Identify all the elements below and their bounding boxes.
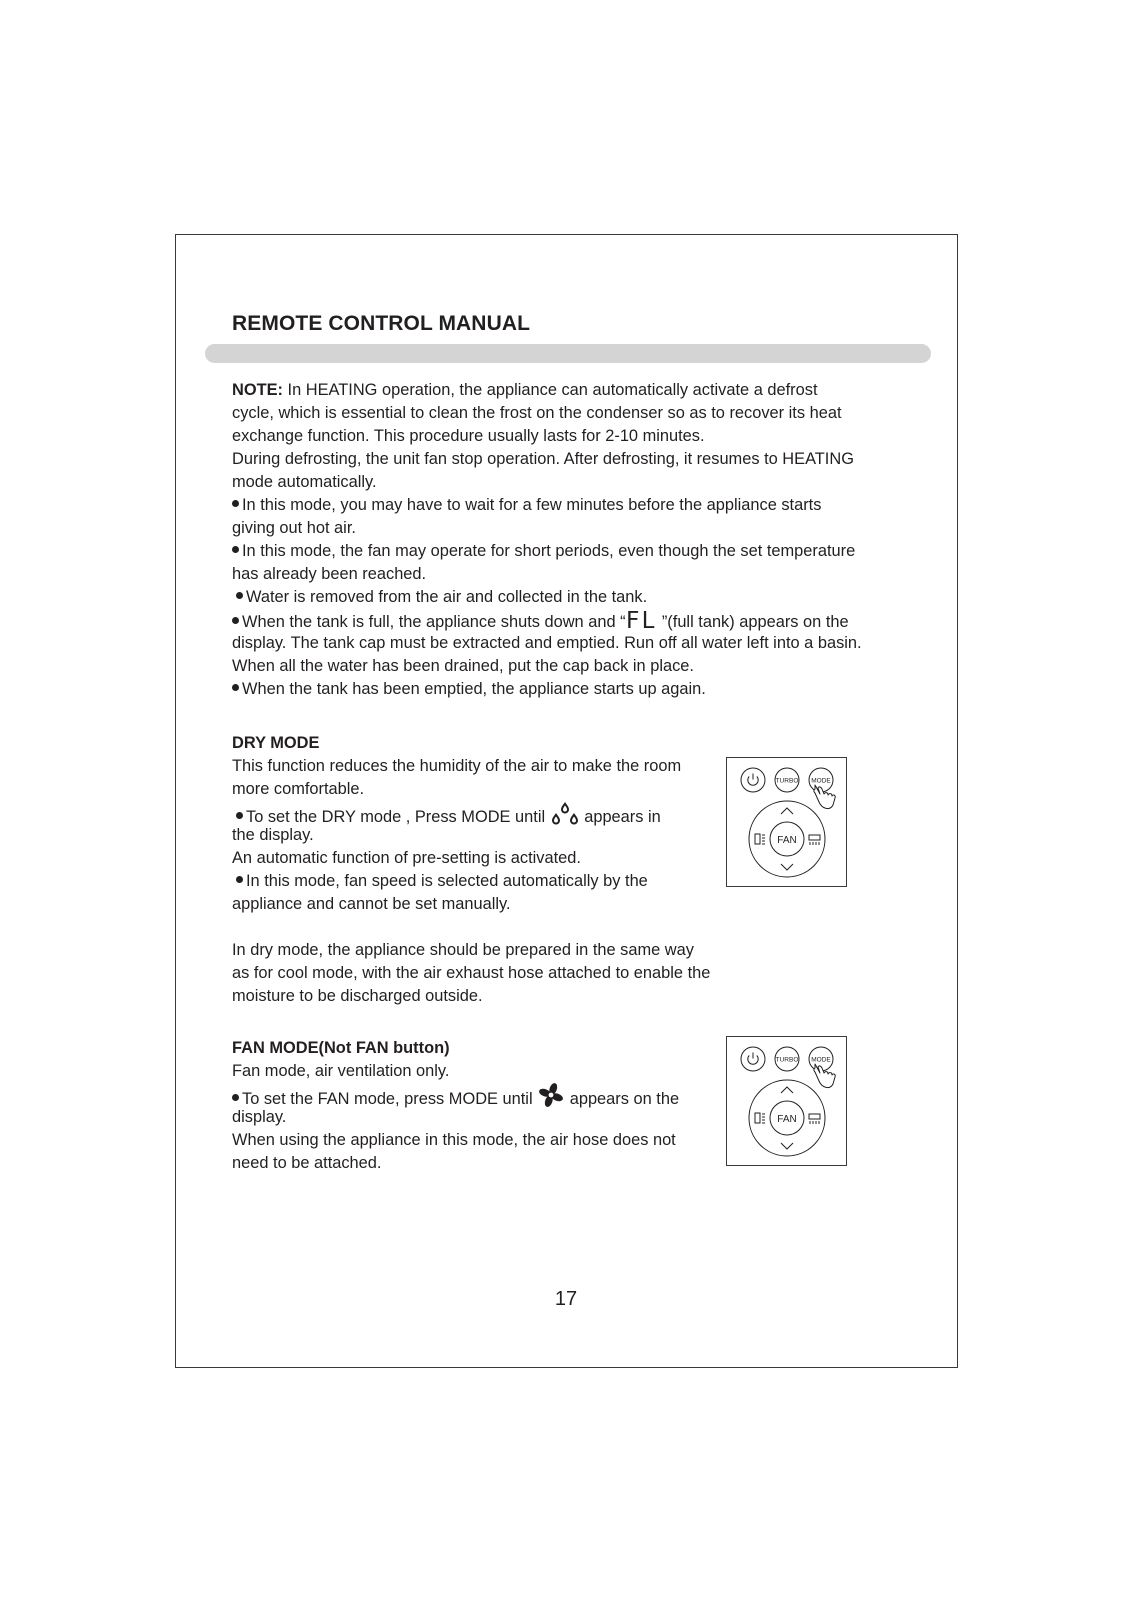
note-line-5: mode automatically. <box>232 473 377 491</box>
bullet-text: To set the DRY mode , Press MODE until <box>246 807 550 826</box>
dry-line-2: more comfortable. <box>232 780 365 798</box>
bullet-text: When the tank is full, the appliance shuts down and “ <box>242 613 626 631</box>
bullet-dot <box>232 617 239 624</box>
dry-line-4: the display. <box>232 826 314 844</box>
mode-label: MODE <box>811 1056 831 1064</box>
bullet-text: In this mode, you may have to wait for a few minutes before the appliance starts <box>242 496 822 514</box>
bullet-dot <box>232 500 239 507</box>
dry-line-1: This function reduces the humidity of the air to make the room <box>232 757 682 775</box>
note-line-9: has already been reached. <box>232 565 427 583</box>
dry-line-7: appliance and cannot be set manually. <box>232 895 511 913</box>
mode-label: MODE <box>811 777 831 785</box>
bullet-dot <box>236 592 243 599</box>
full-tank-display-code: FL <box>625 608 658 634</box>
up-arrow-icon <box>781 808 793 814</box>
page-number: 17 <box>554 1288 578 1310</box>
note-line-1 <box>232 380 818 400</box>
down-arrow-icon <box>781 864 793 870</box>
bullet-text: In this mode, fan speed is selected automatically by the <box>246 872 648 890</box>
dry-line-8: In dry mode, the appliance should be prepared in the same way <box>232 941 694 959</box>
swing-vertical-icon <box>755 834 765 844</box>
note-line-4: During defrosting, the unit fan stop operation. After defrosting, it resumes to HEATING <box>232 450 854 468</box>
note-line-7: giving out hot air. <box>232 519 356 537</box>
power-icon <box>741 768 765 792</box>
fan-mode-heading: FAN MODE(Not FAN button) <box>232 1039 450 1057</box>
bullet-dot <box>236 812 243 819</box>
note-text: In HEATING operation, the appliance can automatically activate a defrost <box>283 381 818 399</box>
fan-label: FAN <box>777 835 797 846</box>
note-line-3: exchange function. This procedure usually lasts for 2-10 minutes. <box>232 427 705 445</box>
note-line-2: cycle, which is essential to clean the frost on the condenser so as to recover its heat <box>232 404 842 422</box>
bullet-dot <box>232 1094 239 1101</box>
bullet-dot <box>232 546 239 553</box>
up-arrow-icon <box>781 1087 793 1093</box>
note-line-13: When all the water has been drained, put the cap back in place. <box>232 657 694 675</box>
note-label: NOTE: <box>232 381 283 399</box>
dry-line-10: moisture to be discharged outside. <box>232 987 483 1005</box>
fan-blades-icon <box>537 1082 565 1113</box>
fan-line-4: When using the appliance in this mode, the air hose does not <box>232 1131 676 1149</box>
bullet-text: Water is removed from the air and collected in the tank. <box>246 588 648 606</box>
bullet-text: In this mode, the fan may operate for short periods, even though the set temperature <box>242 542 856 560</box>
hand-pointer-icon <box>814 1064 835 1088</box>
power-icon <box>741 1047 765 1071</box>
swing-horizontal-icon <box>809 1114 820 1124</box>
hand-pointer-icon <box>814 785 835 809</box>
remote-control-illustration-fan <box>726 1036 847 1166</box>
dry-drops-icon <box>550 800 580 831</box>
bullet-dot <box>236 876 243 883</box>
turbo-label: TURBO <box>775 777 799 785</box>
swing-vertical-icon <box>755 1113 765 1123</box>
fan-line-5: need to be attached. <box>232 1154 382 1172</box>
dry-line-5: An automatic function of pre-setting is activated. <box>232 849 581 867</box>
note-bullet-5 <box>232 679 706 699</box>
page-title: REMOTE CONTROL MANUAL <box>232 312 531 335</box>
fan-label: FAN <box>777 1114 797 1125</box>
bullet-text-cont: appears on the <box>565 1089 680 1108</box>
swing-horizontal-icon <box>809 835 820 845</box>
bullet-text: When the tank has been emptied, the appliance starts up again. <box>242 680 706 698</box>
remote-control-illustration-dry <box>726 757 847 887</box>
bullet-text-cont: ”(full tank) appears on the <box>657 613 849 631</box>
note-bullet-3 <box>236 587 647 607</box>
dry-mode-heading: DRY MODE <box>232 734 320 752</box>
down-arrow-icon <box>781 1143 793 1149</box>
bullet-text: To set the FAN mode, press MODE until <box>242 1089 538 1108</box>
turbo-label: TURBO <box>775 1056 799 1064</box>
title-underline-bar <box>205 344 931 363</box>
fan-line-3: display. <box>232 1108 287 1126</box>
note-bullet-1 <box>232 495 821 515</box>
note-bullet-4 <box>232 610 849 632</box>
note-line-12: display. The tank cap must be extracted and emptied. Run off all water left into a basin. <box>232 634 862 652</box>
dry-line-9: as for cool mode, with the air exhaust hose attached to enable the <box>232 964 711 982</box>
fan-line-1: Fan mode, air ventilation only. <box>232 1062 450 1080</box>
note-bullet-2 <box>232 541 855 561</box>
fan-bullet-1 <box>232 1084 679 1115</box>
bullet-dot <box>232 684 239 691</box>
dry-bullet-2 <box>236 871 648 891</box>
bullet-text-cont: appears in <box>579 807 661 826</box>
